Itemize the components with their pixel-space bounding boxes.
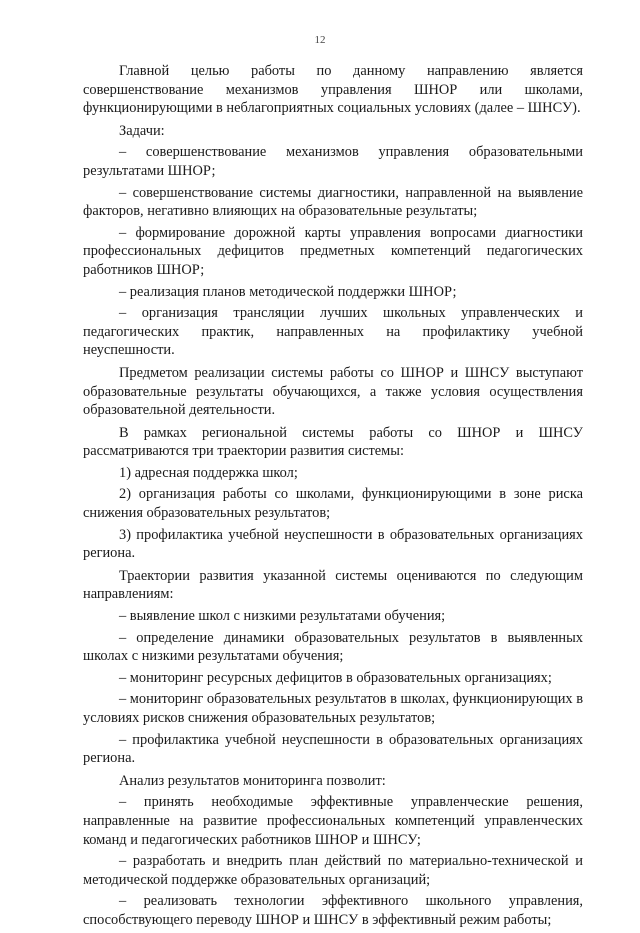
list-item-direction: – мониторинг ресурсных дефицитов в образовательных организациях; bbox=[119, 669, 552, 686]
list-item-task: – совершенствование системы диагностики, направленной на выявление факторов, негативно влияющих на образовательные результаты; bbox=[83, 184, 583, 220]
page-number: 12 bbox=[314, 34, 326, 46]
list-item-direction: – мониторинг образовательных результатов в школах, функционирующих в условиях рисков снижения образовательных результатов; bbox=[83, 691, 583, 726]
paragraph-trajectories-intro: В рамках региональной системы работы со ШНОР и ШНСУ рассматриваются три траектории развития системы: bbox=[83, 424, 583, 460]
list-item-trajectory: 1) адресная поддержка школ; bbox=[119, 464, 298, 481]
list-item-trajectory: 2) организация работы со школами, функционирующими в зоне риска снижения образовательных результатов; bbox=[83, 486, 583, 522]
paragraph-tasks-heading: Задачи: bbox=[119, 122, 165, 139]
list-item-task: – реализация планов методической поддержки ШНОР; bbox=[119, 283, 457, 300]
list-item-task: – организация трансляции лучших школьных управленческих и педагогических практик, направленных на профилактику учебной неуспешности. bbox=[83, 305, 583, 359]
paragraph-goal: Главной целью работы по данному направлению является совершенствование механизмов управления ШНОР или школами, функционирующими в неблагоприятных социальных условиях (далее – ШНСУ). bbox=[83, 63, 583, 117]
list-item-direction: – определение динамики образовательных результатов в выявленных школах с низкими результатами обучения; bbox=[83, 629, 583, 665]
list-item-task: – совершенствование механизмов управления образовательными результатами ШНОР; bbox=[83, 144, 583, 179]
list-item-direction: – профилактика учебной неуспешности в образовательных организациях региона. bbox=[83, 731, 583, 767]
paragraph-directions-intro: Траектории развития указанной системы оцениваются по следующим направлениям: bbox=[83, 567, 583, 603]
paragraph-subject: Предметом реализации системы работы со ШНОР и ШНСУ выступают образовательные результаты обучающихся, а также условия осуществления образовательной деятельности. bbox=[83, 364, 583, 419]
list-item-task: – формирование дорожной карты управления вопросами диагностики профессиональных дефицитов предметных компетенций педагогических работников ШНОР; bbox=[83, 224, 583, 278]
list-item-trajectory: 3) профилактика учебной неуспешности в образовательных организациях региона. bbox=[83, 526, 583, 562]
list-item-analysis: – разработать и внедрить план действий по материально-технической и методической поддержке образовательных организаций; bbox=[83, 853, 583, 888]
document-body bbox=[83, 62, 583, 933]
list-item-analysis: – принять необходимые эффективные управленческие решения, направленные на развитие профессиональных компетенций управленческих команд и педагогических работников ШНОР и ШНСУ; bbox=[83, 794, 583, 848]
list-item-direction: – выявление школ с низкими результатами обучения; bbox=[119, 608, 446, 625]
list-item-analysis: – реализовать технологии эффективного школьного управления, способствующего переводу ШНОР и ШНСУ в эффективный режим работы; bbox=[83, 893, 583, 928]
paragraph-analysis-intro: Анализ результатов мониторинга позволит: bbox=[119, 772, 386, 789]
